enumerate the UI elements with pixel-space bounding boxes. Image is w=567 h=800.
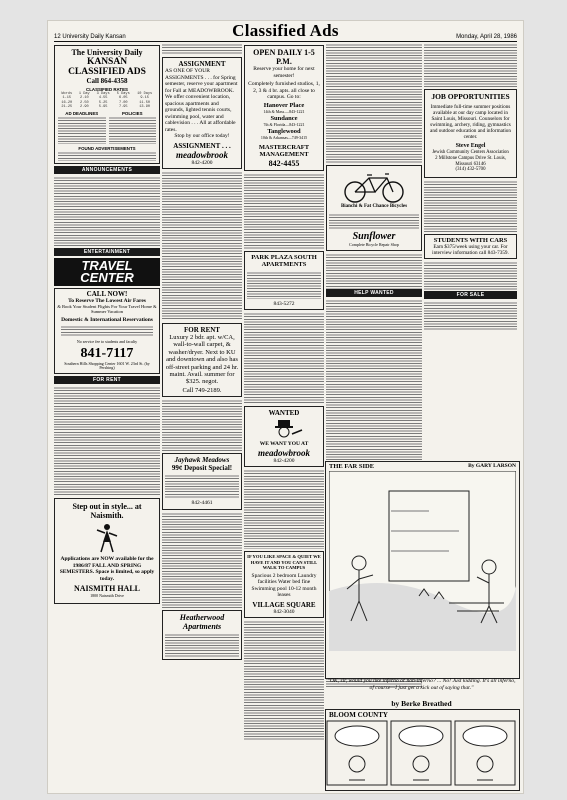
col2-middle-text — [162, 171, 242, 321]
naismith-address: 1800 Naismith Drive — [90, 593, 124, 599]
rates-header-cell: Words — [61, 92, 73, 96]
col3-lower-text — [244, 469, 324, 549]
rates-cell: 2.10 — [80, 96, 89, 101]
students-body: Earn $375/week using your car. For interview information call 843-7359. — [432, 244, 509, 257]
park-plaza-phone: 843-5272 — [273, 300, 295, 307]
wanted-title: WANTED — [268, 409, 300, 417]
rates-cell: 2.50 — [80, 100, 89, 105]
job-org: Jewish Community Centers Association — [432, 149, 509, 155]
wanted-logo: meadowbrook — [257, 447, 310, 458]
page-header — [54, 23, 517, 42]
dancer-illustration — [93, 522, 121, 554]
job-body: Immediate full-time summer positions available at our day camp located in Saint Louis, Missouri. Counselors for swimming, archery, riding, gymnastics and outdoor education and information center. — [430, 103, 511, 140]
kansan-classified-box — [54, 45, 160, 164]
naismith-ad — [54, 498, 160, 604]
assignment-body: AS ONE OF YOUR ASSIGNMENTS . . . for Spring semester, reserve your apartment for Fall at MEADOWBROOK. We offer convenient location, spacious apartments and grounds, lighted tennis courts, swimming pool, water and cablevision . . . All at affordable rates. — [165, 68, 238, 133]
bloom-county-title: BLOOM COUNTY — [329, 711, 388, 719]
col3-middle-text — [244, 312, 324, 404]
village-body: Spacious 2 bedroom Laundry facilities Water bed fine Swimming pool 10-12 month leases — [251, 572, 317, 598]
assignment-sign: ASSIGNMENT . . . — [173, 141, 231, 150]
section-for-rent: FOR RENT — [54, 376, 160, 384]
far-side-caption: "OK, sir, would you like inferno or non-inferno? ... No! Just kidding. It's all inferno, of course—I just get a kick out of saying that." — [327, 678, 516, 691]
page-title: Classified Ads — [232, 21, 339, 40]
wanted-ad — [244, 406, 324, 467]
bianchi-tagline: Complete Bicycle Repair Shop — [349, 241, 399, 247]
bloom-county-panels — [326, 720, 517, 786]
for-rent-box-phone: Call 749-2189. — [182, 386, 222, 394]
travel-no-fee: No service fee to students and faculty — [76, 339, 138, 345]
kansan-line1: The University Daily — [71, 48, 143, 57]
found-title: FOUND ADVERTISEMENTS — [78, 146, 136, 152]
rates-cell: 9.15 — [140, 96, 149, 101]
wanted-phone: 842-4200 — [273, 457, 295, 464]
travel-domestic: Domestic & International Reservations — [61, 316, 153, 323]
assignment-title: ASSIGNMENT — [178, 60, 226, 68]
place-address: 14th & Mass.—843-1221 — [263, 109, 305, 114]
jayhawk-phone: 842-4461 — [191, 500, 213, 507]
job-phone: (314) 432-5700 — [455, 167, 486, 173]
wanted-body: WE WANT YOU AT — [259, 441, 309, 447]
job-contact: Steve Engel — [455, 143, 486, 150]
sunflower-logo: Sunflower — [352, 230, 396, 242]
travel-center-ad — [54, 258, 160, 286]
section-help-wanted: HELP WANTED — [326, 289, 422, 297]
assignment-hours: Stop by our office today! — [174, 133, 230, 139]
col4-after-bianchi — [326, 253, 422, 289]
heatherwood-ad — [162, 610, 242, 660]
for-rent-box-body: Luxury 2 bdr. apt. w/CA, wall-to-wall carpet, & washer/dryer. Next to KU and downtown and also has off-street parking and 24 hr. maint. Avail. summer for $325. negot. — [165, 334, 239, 386]
berke-byline: by Berke Breathed — [391, 699, 452, 708]
meadowbrook-assignment-ad — [162, 57, 242, 169]
travel-call-now: CALL NOW! — [86, 290, 128, 299]
far-side-cartoon — [325, 461, 520, 679]
rates-cell: 11.50 — [139, 100, 151, 105]
announcements-text — [54, 176, 160, 246]
job-opportunities-ad — [424, 89, 517, 178]
open-daily-body: Completely furnished studios, 1, 2, 3 & 4 br. apts. all close to campus. Go to: — [248, 81, 320, 100]
rates-cell: 1-15 — [62, 96, 72, 101]
rates-cell: 7.95 — [118, 104, 128, 109]
rates-cell: 4.55 — [98, 96, 108, 101]
place-name: Tanglewood — [267, 127, 301, 135]
col2-rent-text — [162, 399, 242, 451]
naismith-headline: Step out in style... at Naismith. — [72, 502, 142, 521]
policies-title: POLICIES — [122, 111, 143, 117]
section-for-sale: FOR SALE — [424, 291, 517, 299]
col5-top-text — [424, 43, 517, 87]
travel-center-name: TRAVEL CENTER — [80, 258, 134, 286]
village-square-ad — [244, 551, 324, 618]
rates-cell: 16-20 — [61, 100, 73, 105]
travel-services-list — [61, 325, 153, 337]
rates-header-cell: 5 Days — [116, 92, 130, 96]
village-lead: IF YOU LIKE SPACE & QUIET WE HAVE IT AND YOU CAN STILL WALK TO CAMPUS — [247, 554, 321, 570]
column-2 — [162, 43, 242, 789]
naismith-body: Applications are NOW available for the 1986/87 FALL AND SPRING SEMESTERS. Space is limited, so apply today. — [59, 556, 155, 582]
column-1 — [54, 43, 160, 789]
travel-book: & Book Your Student Flights For Your Travel Home & Summer Vacation — [57, 304, 157, 315]
travel-reserve: To Reserve The Lowest Air Fares — [68, 297, 146, 304]
rates-cell: 6.05 — [118, 96, 128, 101]
open-daily-ad — [244, 45, 324, 171]
mastercraft-name: MASTERCRAFT MANAGEMENT — [258, 143, 310, 158]
jayhawk-meadows-ad — [162, 453, 242, 510]
rates-title: CLASSIFIED RATES — [86, 87, 128, 92]
place-name: Sundance — [270, 114, 298, 122]
deadlines-title: AD DEADLINES — [65, 111, 99, 117]
page-number: 12 University Daily Kansan — [54, 34, 126, 40]
section-announcements: ANNOUNCEMENTS — [54, 166, 160, 174]
col2-lower-text — [162, 512, 242, 608]
for-sale-text — [424, 301, 517, 331]
rates-header-cell: 3 Days — [96, 92, 110, 96]
kansan-phone: Call 864-4358 — [86, 77, 128, 85]
found-text — [58, 151, 156, 161]
open-daily-sub: Reserve your home for next semester! — [253, 66, 315, 79]
col5-pre-sale-text — [424, 261, 517, 291]
for-rent-text — [54, 386, 160, 496]
policies-text — [109, 116, 157, 144]
bianchi-list — [329, 213, 419, 229]
for-rent-luxury-ad — [162, 323, 242, 397]
park-plaza-rates — [247, 271, 321, 299]
students-with-cars-ad — [424, 234, 517, 260]
travel-address: Southern Hills Shopping Center 1601 W. 23rd St. (by Pershing) — [64, 360, 150, 371]
heatherwood-body — [165, 633, 239, 657]
bicycle-illustration — [339, 168, 409, 204]
students-title: STUDENTS WITH CARS — [433, 236, 508, 244]
col3-upper-text — [244, 173, 324, 249]
park-plaza-ad — [244, 251, 324, 311]
travel-center-body — [54, 288, 160, 374]
col5-mid-text — [424, 180, 517, 232]
rates-table — [58, 92, 156, 109]
uncle-sam-illustration — [264, 418, 304, 440]
rates-cell: 5.95 — [98, 104, 108, 109]
rates-header-cell: 1 Day — [78, 92, 90, 96]
mastercraft-phone: 842-4455 — [268, 158, 300, 168]
jayhawk-headline: 99¢ Deposit Special! — [171, 464, 233, 473]
job-address: 2 Millstone Campus Drive St. Louis, Missouri 63146 — [435, 156, 506, 167]
page-date: Monday, April 28, 1986 — [456, 34, 517, 40]
section-entertainment: ENTERTAINMENT — [54, 248, 160, 256]
newspaper-page — [47, 20, 524, 794]
travel-phone: 841-7117 — [80, 345, 134, 361]
meadowbrook-logo: meadowbrook — [175, 149, 228, 160]
rates-cell: 5.25 — [98, 100, 108, 105]
village-name: VILLAGE SQUARE — [252, 600, 316, 609]
kansan-line2: KANSAN CLASSIFIED ADS — [68, 57, 146, 77]
rates-header-cell: 10 Days — [137, 92, 153, 96]
meadowbrook-phone: 842-4200 — [191, 159, 213, 166]
far-side-title: THE FAR SIDE — [329, 463, 375, 470]
rates-cell: 21-25 — [61, 104, 73, 109]
rates-cell: 13.90 — [139, 104, 151, 109]
col4-top-text — [326, 43, 422, 163]
for-rent-box-title: FOR RENT — [184, 326, 220, 334]
place-address: 10th & Arkansas—749-3415 — [260, 135, 308, 140]
open-daily-headline: OPEN DAILY 1-5 P.M. — [253, 48, 315, 66]
jayhawk-logo: Jayhawk Meadows — [174, 456, 230, 465]
park-plaza-name: PARK PLAZA SOUTH APARTMENTS — [251, 253, 317, 268]
deadlines-text — [58, 116, 106, 144]
bloom-county-strip — [325, 709, 520, 791]
jayhawk-body — [165, 474, 239, 498]
column-3 — [244, 43, 324, 789]
heatherwood-name: Heatherwood Apartments — [179, 612, 225, 631]
col3-bottom-text — [244, 620, 324, 740]
naismith-name: NAISMITH HALL — [73, 584, 140, 594]
bianchi-name: Bianchi & Fat Chance Bicycles — [340, 204, 408, 209]
place-address: 7th & Florida—843-1221 — [263, 122, 305, 127]
bianchi-ad — [326, 165, 422, 251]
far-side-author: By GARY LARSON — [468, 463, 516, 469]
job-title: JOB OPPORTUNITIES — [431, 92, 510, 101]
rates-cell: 2.90 — [80, 104, 89, 109]
place-name: Hanover Place — [263, 101, 305, 109]
village-phone: 842-3040 — [273, 608, 295, 615]
far-side-drawing — [329, 471, 516, 651]
col2-top-text — [162, 43, 242, 55]
rates-cell: 7.00 — [118, 100, 128, 105]
